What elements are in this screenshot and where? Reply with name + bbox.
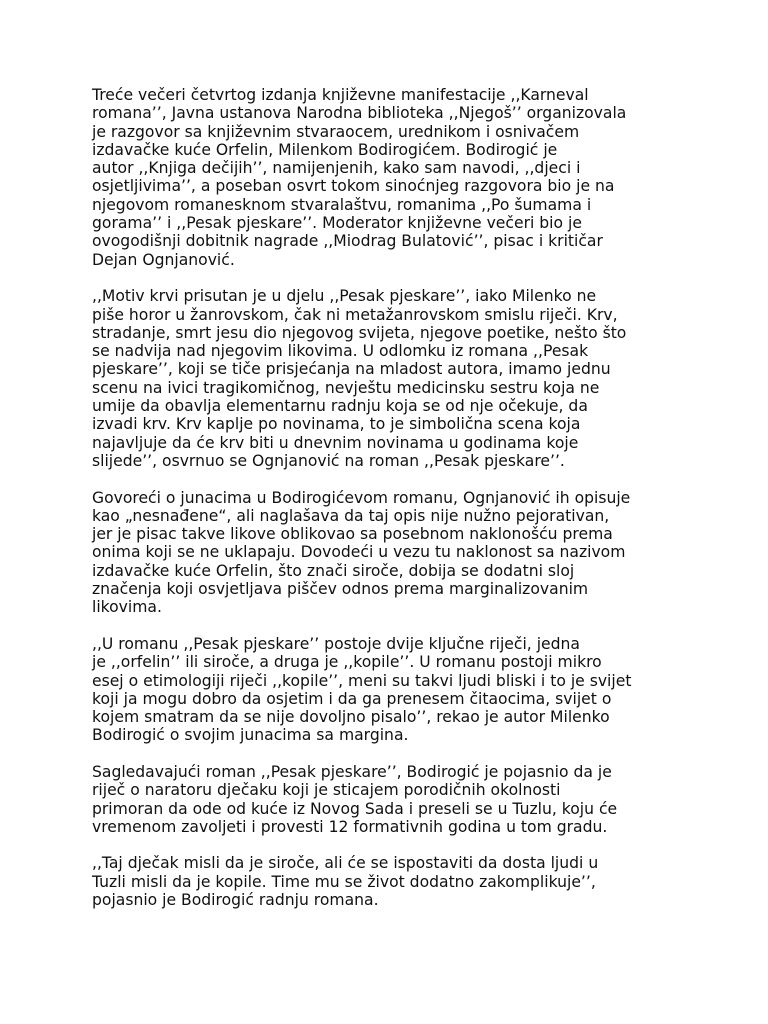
paragraph-line: ,,Taj dječak misli da je siroče, ali će se ispostaviti da dosta ljudi u [92,854,599,873]
paragraph-line: autor ,,Knjiga dečijih’’, namijenjenih, kako sam navodi, ,,djeci i [92,159,581,178]
paragraph-line: vremenom zavoljeti i provesti 12 formativnih godina u tom gradu. [92,817,608,836]
paragraph-line: stradanje, smrt jesu dio njegovog svijeta, njegove poetike, nešto što [92,323,627,342]
paragraph-line: Dejan Ognjanović. [92,250,235,269]
paragraph-line: značenja koji osvjetljava piščev odnos prema marginalizovanim [92,580,589,599]
article-paragraph [92,489,682,617]
paragraph-line: Tuzli misli da je kopile. Time mu se život dodatno zakomplikuje’’, [92,872,596,891]
article-paragraph [92,854,682,909]
paragraph-line: ovogodišnji dobitnik nagrade ,,Miodrag Bulatović’’, pisac i kritičar [92,232,603,251]
paragraph-line: izdavačke kuće Orfelin, što znači siroče, dobija se dodatni sloj [92,561,575,580]
paragraph-line: riječ o naratoru dječaku koji je sticajem porodičnih okolnosti [92,781,561,800]
paragraph-line: koji ja mogu dobro da osjetim i da ga prenesem čitaocima, svijet o [92,689,612,708]
paragraph-line: likovima. [92,598,162,617]
paragraph-line: primoran da ode od kuće iz Novog Sada i preseli se u Tuzlu, koju će [92,799,618,818]
paragraph-line: jer je pisac takve likove oblikovao sa posebnom naklonošću prema [92,525,613,544]
paragraph-line: je razgovor sa književnim stvaraocem, urednikom i osnivačem [92,122,580,141]
article-paragraph [92,86,682,269]
paragraph-line: izdavačke kuće Orfelin, Milenkom Bodirogićem. Bodirogić je [92,140,558,159]
paragraph-line: slijede’’, osvrnuo se Ognjanović na roman ,,Pesak pjeskare’’. [92,451,565,470]
paragraph-line: kao „nesnađene“, ali naglašava da taj opis nije nužno pejorativan, [92,506,610,525]
paragraph-line: Bodirogić o svojim junacima sa margina. [92,726,409,745]
paragraph-line: Treće večeri četvrtog izdanja književne manifestacije ,,Karneval [92,86,589,104]
paragraph-line: je ,,orfelin’’ ili siroče, a druga je ,,kopile’’. U romanu postoji mikro [92,653,602,672]
paragraph-line: najavljuje da će krv biti u dnevnim novinama u godinama koje [92,433,579,452]
paragraph-line: romana’’, Javna ustanova Narodna biblioteka ,,Njegoš’’ organizovala [92,104,627,123]
paragraph-line: se nadvija nad njegovim likovima. U odlomku iz romana ,,Pesak [92,342,589,361]
paragraph-line: ,,Motiv krvi prisutan je u djelu ,,Pesak pjeskare’’, iako Milenko ne [92,287,597,306]
article-body [92,86,682,928]
paragraph-line: njegovom romanesknom stvaralaštvu, romanima ,,Po šumama i [92,195,592,214]
paragraph-line: umije da obavlja elementarnu radnju koja se od nje očekuje, da [92,397,588,416]
paragraph-line: scenu na ivici tragikomičnog, nevještu medicinsku sestru koja ne [92,378,600,397]
paragraph-line: pojasnio je Bodirogić radnju romana. [92,891,379,910]
paragraph-line: esej o etimologiji riječi ,,kopile’’, meni su takvi ljudi bliski i to je svijet [92,671,632,690]
paragraph-line: Govoreći o junacima u Bodirogićevom romanu, Ognjanović ih opisuje [92,488,631,507]
article-paragraph [92,287,682,470]
paragraph-line: gorama’’ i ,,Pesak pjeskare’’. Moderator književne večeri bio je [92,214,582,233]
paragraph-line: izvadi krv. Krv kaplje po novinama, to je simbolična scena koja [92,415,581,434]
paragraph-line: osjetljivima’’, a poseban osvrt tokom sinoćnjeg razgovora bio je na [92,177,615,196]
paragraph-line: Sagledavajući roman ,,Pesak pjeskare’’, Bodirogić je pojasnio da je [92,762,612,781]
article-paragraph [92,635,682,745]
paragraph-line: piše horor u žanrovskom, čak ni metažanrovskom smislu riječi. Krv, [92,305,618,324]
paragraph-line: ,,U romanu ,,Pesak pjeskare’’ postoje dvije ključne riječi, jedna [92,634,580,653]
paragraph-line: kojem smatram da se nije dovoljno pisalo’’, rekao je autor Milenko [92,708,610,727]
paragraph-line: onima koji se ne uklapaju. Dovodeći u vezu tu naklonost sa nazivom [92,543,626,562]
article-paragraph [92,763,682,836]
paragraph-line: pjeskare’’, koji se tiče prisjećanja na mladost autora, imamo jednu [92,360,611,379]
